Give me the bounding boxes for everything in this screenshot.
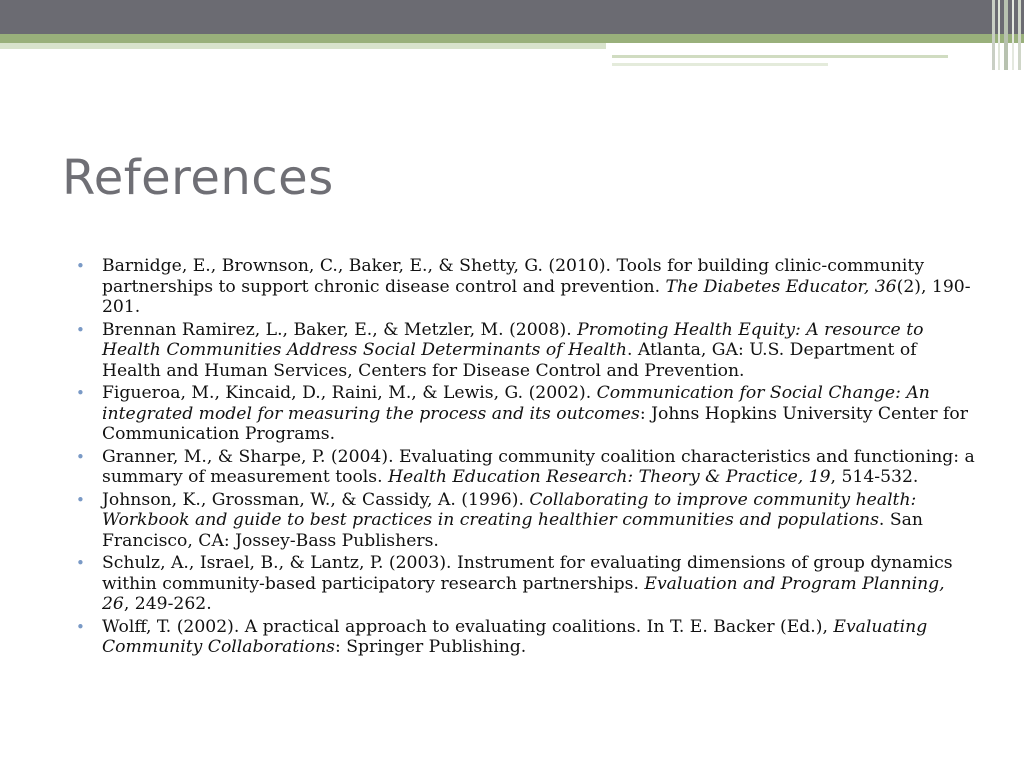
reference-text: Figueroa, M., Kincaid, D., Raini, M., & Lewis, G. (2002). [102,383,597,403]
reference-item [76,490,976,552]
reference-text: : Springer Publishing. [335,637,527,657]
header-accent-stripe [0,34,1024,43]
reference-text: Barnidge, E., Brownson, C., Baker, E., & Shetty, G. (2010). Tools for building clinic-community partnerships to support chronic disease control and prevention. [102,256,925,297]
header-vertical-bar [1012,0,1014,70]
header-vertical-bar [1018,0,1021,70]
reference-text: , 514-532. [830,467,919,487]
reference-text: Granner, M., & Sharpe, P. (2004). Evaluating community coalition characteristics and functioning: a summary of measurement tools. [102,446,975,487]
bullet-icon: • [76,490,85,509]
reference-text: . Atlanta, GA: U.S. Department of Health and Human Services, Centers for Disease Control and Prevention. [102,340,917,381]
reference-item [76,553,976,615]
bullet-icon: • [76,617,85,636]
bullet-icon: • [76,384,85,402]
bullet-icon: • [76,554,85,572]
bullet-icon: • [76,257,85,275]
reference-source-title: Evaluation and Program Planning, 26 [102,573,945,614]
reference-text: . San Francisco, CA: Jossey-Bass Publishers. [102,510,923,551]
reference-text: Brennan Ramirez, L., Baker, E., & Metzler, M. (2008). [102,319,578,340]
bullet-icon: • [76,447,85,466]
reference-source-title: Collaborating to improve community health: Workbook and guide to best practices in creating healthier communities and populations [102,489,917,530]
header-vertical-bar [992,0,995,70]
reference-text: Johnson, K., Grossman, W., & Cassidy, A. (1996). [102,489,530,510]
reference-source-title: The Diabetes Educator, 36 [665,276,897,297]
reference-source-title: Promoting Health Equity: A resource to Health Communities Address Social Determinants of Health [102,319,924,360]
reference-item [76,447,976,488]
page-title: References [62,150,334,206]
reference-source-title: Evaluating Community Collaborations [102,616,928,657]
header-decoration-line [612,63,828,66]
reference-source-title: Communication for Social Change: An integrated model for measuring the process and its outcomes [102,383,930,424]
header-vertical-bar [998,0,1000,70]
reference-text: (2), 190-201. [102,276,971,317]
reference-source-title: Health Education Research: Theory & Practice, 19 [388,467,831,487]
reference-item [76,617,976,658]
header-band [0,0,1024,34]
reference-text: Schulz, A., Israel, B., & Lantz, P. (2003). Instrument for evaluating dimensions of group dynamics within community-based participatory research partnerships. [102,553,953,594]
reference-item [76,383,976,445]
header-decoration-line [612,55,948,58]
reference-text: : Johns Hopkins University Center for Communication Programs. [102,403,968,444]
reference-item [76,320,976,382]
reference-list [76,256,976,660]
bullet-icon: • [76,320,85,339]
reference-text: Wolff, T. (2002). A practical approach to evaluating coalitions. In T. E. Backer (Ed.), [102,616,834,637]
header-vertical-bar [1004,0,1008,70]
reference-item [76,256,976,318]
reference-text: , 249-262. [123,594,212,614]
